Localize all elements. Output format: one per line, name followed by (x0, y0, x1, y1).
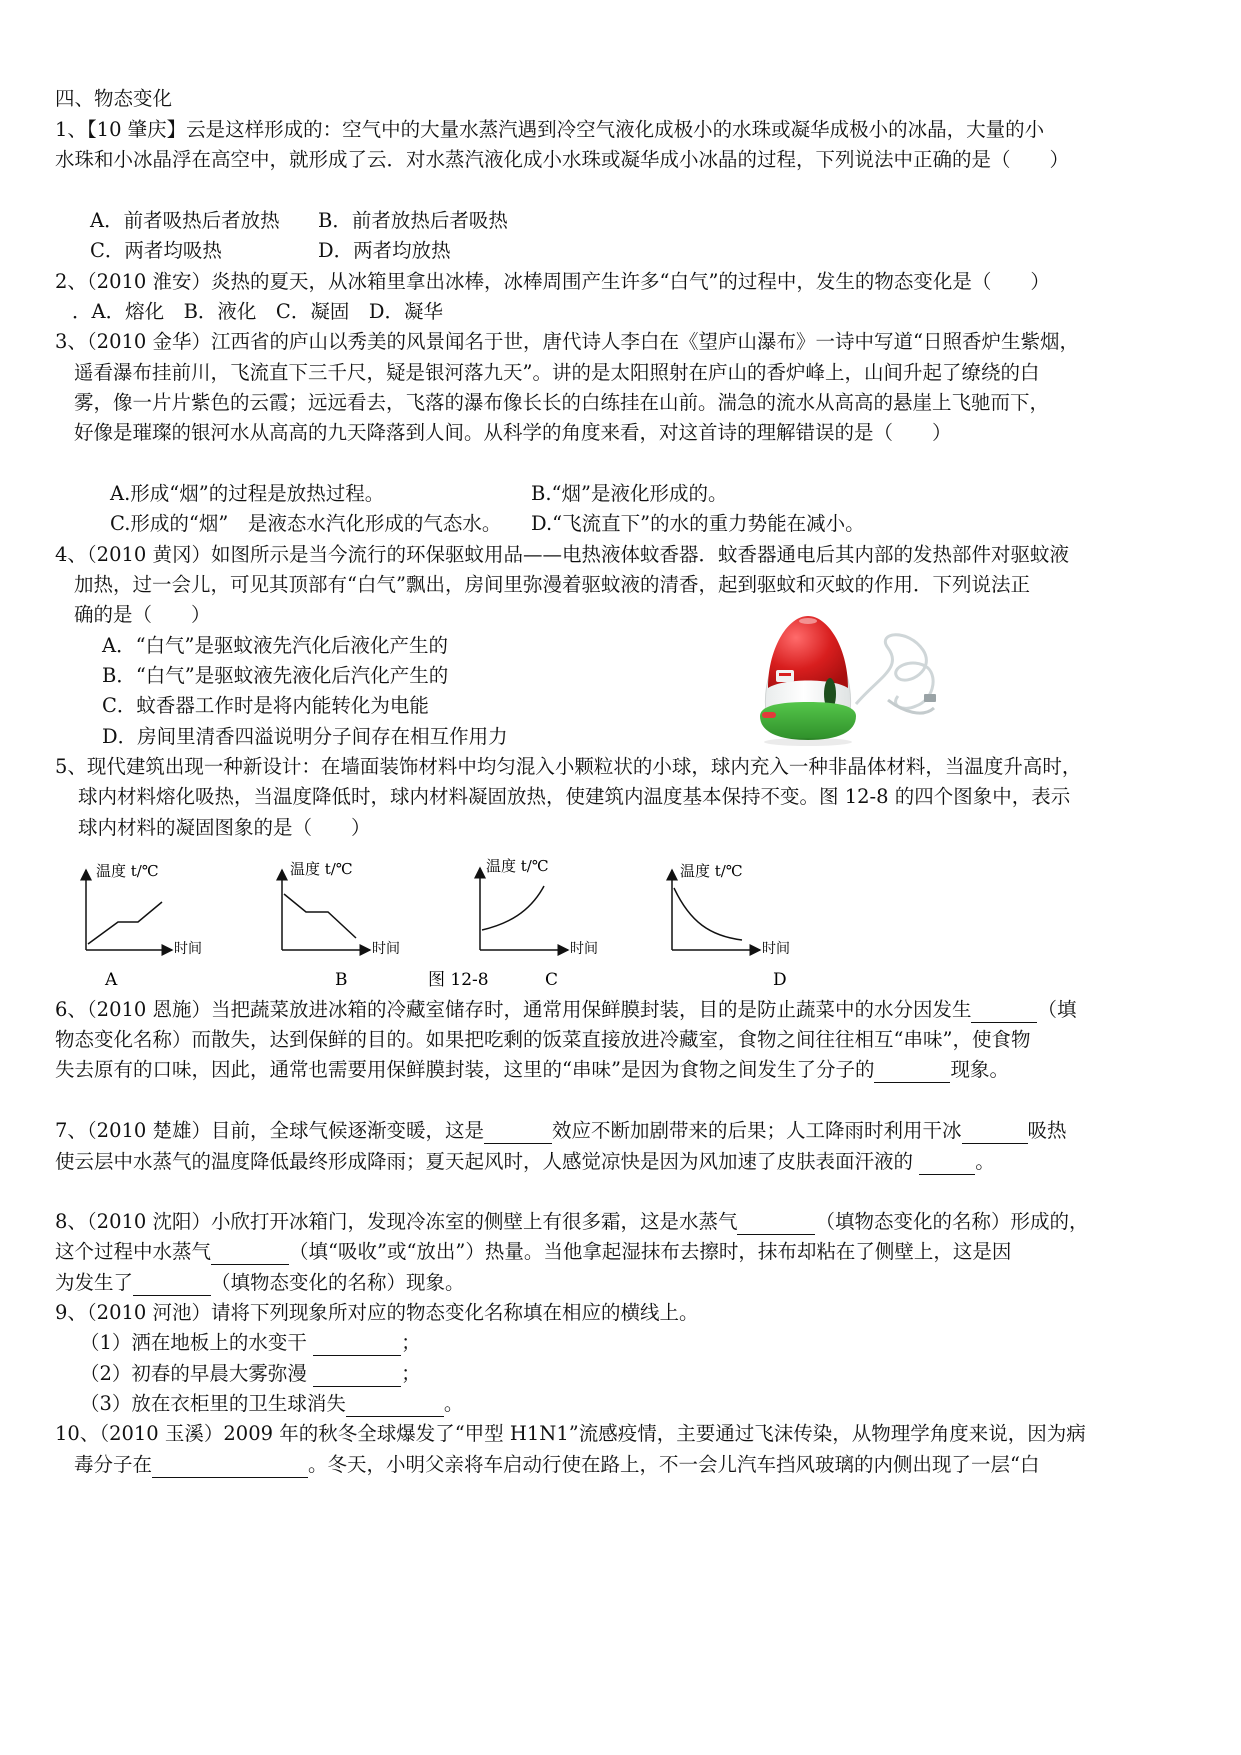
q8-line2-text: 这个过程中水蒸气 (55, 1240, 212, 1263)
q9-line1: 9、（2010 河池）请将下列现象所对应的物态变化名称填在相应的横线上。 (55, 1301, 699, 1324)
graph-a-curve (88, 902, 162, 944)
q7-line2 (55, 1149, 995, 1175)
graph-c-xlabel: 时间 (570, 941, 598, 957)
q4-line3: 确的是（ ） (74, 603, 211, 626)
q6-blank-1[interactable] (971, 1002, 1037, 1023)
q5-line2: 球内材料熔化吸热，当温度降低时，球内材料凝固放热，使建筑内温度基本保持不变。图 12-8 的四个图象中，表示 (78, 785, 1071, 808)
graph-d (672, 862, 790, 990)
graph-a (86, 862, 202, 990)
q1-option-b: B．前者放热后者吸热 (318, 209, 508, 232)
q8-line1-end: （填物态变化的名称）形成的， (815, 1210, 1089, 1233)
q6-line2: 物态变化名称）而散失，达到保鲜的目的。如果把吃剩的饭菜直接放进冷藏室，食物之间往往相互“串味”，使食物 (55, 1028, 1031, 1051)
q9-item2 (80, 1361, 421, 1387)
q9-item2-end: ； (401, 1362, 421, 1385)
graph-c-letter: C (545, 970, 559, 990)
q10-blank-1[interactable] (152, 1457, 308, 1478)
q1-option-c: C．两者均吸热 (90, 239, 222, 262)
q3-line3: 雾，像一片片紫色的云霞；远远看去，飞落的瀑布像长长的白练挂在山前。湍急的流水从高高的悬崖上飞驰而下， (74, 391, 1050, 414)
q10-line2 (74, 1452, 1040, 1478)
figure-12-8-graphs (60, 852, 820, 992)
q3-option-c: C.形成的“烟” 是液态水汽化形成的气态水。 (110, 512, 502, 535)
q6-line1 (55, 997, 1077, 1023)
q9-blank-3[interactable] (346, 1396, 444, 1417)
q4-line2: 加热，过一会儿，可见其顶部有“白气”飘出，房间里弥漫着驱蚊液的清香，起到驱蚊和灭蚊的作用．下列说法正 (74, 573, 1030, 596)
figure-caption: 图 12-8 (428, 970, 489, 990)
graph-a-letter: A (105, 970, 118, 990)
q8-line3-end: （填物态变化的名称）现象。 (211, 1271, 465, 1294)
graph-d-curve (674, 888, 742, 940)
q9-item1 (80, 1330, 421, 1356)
q9-item1-end: ； (401, 1331, 421, 1354)
q4-line1: 4、（2010 黄冈）如图所示是当今流行的环保驱蚊用品——电热液体蚊香器．蚊香器通电后其内部的发热部件对驱蚊液 (55, 543, 1069, 566)
mosquito-repellent-heater-image (738, 608, 943, 748)
q9-item1-text: （1）洒在地板上的水变干 (80, 1331, 307, 1354)
q6-line1-end: （填 (1037, 998, 1077, 1021)
q4-option-b: B．“白气”是驱蚊液先液化后汽化产生的 (102, 664, 449, 687)
q3-option-b: B.“烟”是液化形成的。 (531, 482, 728, 505)
q8-line1-text: 8、（2010 沈阳）小欣打开冰箱门，发现冷冻室的侧壁上有很多霜，这是水蒸气 (55, 1210, 738, 1233)
q8-blank-2[interactable] (211, 1244, 289, 1265)
q3-line4: 好像是璀璨的银河水从高高的九天降落到人间。从科学的角度来看，对这首诗的理解错误的是（ ） (74, 421, 952, 444)
q9-item3 (80, 1391, 463, 1417)
q6-blank-2[interactable] (874, 1062, 950, 1083)
graph-d-xlabel: 时间 (762, 941, 790, 957)
q7-blank-3[interactable] (919, 1154, 975, 1175)
q10-line2-text: 毒分子在 (74, 1453, 153, 1476)
q7-line2-text: 使云层中水蒸气的温度降低最终形成降雨；夏天起风时，人感觉凉快是因为风加速了皮肤表面汗液的 (55, 1150, 914, 1173)
section-title: 四、物态变化 (55, 87, 173, 110)
q5-line1: 5、现代建筑出现一种新设计：在墙面装饰材料中均匀混入小颗粒状的小球，球内充入一种非晶体材料，当温度升高时， (55, 755, 1082, 778)
q2-options: ．A．熔化 B．液化 C．凝固 D．凝华 (72, 300, 443, 323)
q1-line1: 1、【10 肇庆】云是这样形成的：空气中的大量水蒸汽遇到冷空气液化成极小的水珠或凝华成极小的冰晶，大量的小 (55, 118, 1045, 141)
q1-option-d: D．两者均放热 (318, 239, 451, 262)
q9-blank-1[interactable] (313, 1335, 401, 1356)
q3-line2: 遥看瀑布挂前川，飞流直下三千尺，疑是银河落九天”。讲的是太阳照射在庐山的香炉峰上，山间升起了缭绕的白 (74, 361, 1040, 384)
q7-line1-text: 7、（2010 楚雄）目前，全球气候逐渐变暖，这是 (55, 1119, 484, 1142)
q7-line1-end: 吸热 (1027, 1119, 1067, 1142)
q8-blank-1[interactable] (737, 1214, 815, 1235)
q9-item3-end: 。 (443, 1392, 464, 1415)
q4-option-c: C．蚊香器工作时是将内能转化为电能 (102, 694, 429, 717)
q1-line2: 水珠和小冰晶浮在高空中，就形成了云．对水蒸汽液化成小水珠或凝华成小冰晶的过程，下列说法中正确的是（ ） (55, 148, 1070, 171)
q10-line1: 10、（2010 玉溪）2009 年的秋冬全球爆发了“甲型 H1N1”流感疫情，主要通过飞沫传染，从物理学角度来说，因为病 (55, 1422, 1086, 1445)
graph-d-letter: D (773, 970, 787, 990)
q8-line3 (55, 1270, 465, 1296)
q3-line1: 3、（2010 金华）江西省的庐山以秀美的风景闻名于世，唐代诗人李白在《望庐山瀑布》一诗中写道“日照香炉生紫烟， (55, 330, 1079, 353)
q7-blank-1[interactable] (484, 1123, 552, 1144)
q2-line1: 2、（2010 淮安）炎热的夏天，从冰箱里拿出冰棒，冰棒周围产生许多“白气”的过程中，发生的物态变化是（ ） (55, 270, 1050, 293)
q7-line1 (55, 1118, 1067, 1144)
graph-b-curve (284, 894, 356, 938)
graph-a-xlabel: 时间 (174, 941, 202, 957)
q8-line2 (55, 1239, 1011, 1265)
graph-c-curve (482, 886, 544, 930)
q9-blank-2[interactable] (313, 1366, 401, 1387)
q9-item3-text: （3）放在衣柜里的卫生球消失 (80, 1392, 346, 1415)
q7-blank-2[interactable] (962, 1123, 1028, 1144)
q3-option-a: A.形成“烟”的过程是放热过程。 (110, 482, 385, 505)
graph-d-ylabel: 温度 t/℃ (680, 862, 743, 880)
q8-line1 (55, 1209, 1089, 1235)
q8-line3-text: 为发生了 (55, 1271, 134, 1294)
graph-c-ylabel: 温度 t/℃ (486, 857, 549, 875)
q3-option-d: D.“飞流直下”的水的重力势能在减小。 (531, 512, 865, 535)
q10-line2-end: 。冬天，小明父亲将车启动行使在路上，不一会儿汽车挡风玻璃的内侧出现了一层“白 (308, 1453, 1040, 1476)
graph-b-letter: B (335, 970, 348, 990)
q8-blank-3[interactable] (133, 1275, 211, 1296)
graph-b (282, 860, 400, 990)
q5-line3: 球内材料的凝固图象的是（ ） (78, 816, 371, 839)
graph-a-ylabel: 温度 t/℃ (96, 862, 159, 880)
q1-option-a: A．前者吸热后者放热 (90, 209, 280, 232)
q6-line3-end: 现象。 (950, 1058, 1009, 1081)
graph-b-xlabel: 时间 (372, 941, 400, 957)
q6-line1-text: 6、（2010 恩施）当把蔬菜放进冰箱的冷藏室储存时，通常用保鲜膜封装，目的是防止蔬菜中的水分因发生 (55, 998, 972, 1021)
q8-line2-end: （填“吸收”或“放出”）热量。当他拿起湿抹布去擦时，抹布却粘在了侧壁上，这是因 (289, 1240, 1012, 1263)
q6-line3-text: 失去原有的口味，因此，通常也需要用保鲜膜封装，这里的“串味”是因为食物之间发生了分子的 (55, 1058, 875, 1081)
graph-b-ylabel: 温度 t/℃ (290, 860, 353, 878)
graph-c (480, 857, 598, 990)
q4-option-a: A．“白气”是驱蚊液先汽化后液化产生的 (102, 634, 449, 657)
q9-item2-text: （2）初春的早晨大雾弥漫 (80, 1362, 307, 1385)
q7-line1-mid: 效应不断加剧带来的后果；人工降雨时利用干冰 (551, 1119, 962, 1142)
q4-option-d: D．房间里清香四溢说明分子间存在相互作用力 (102, 725, 508, 748)
q6-line3 (55, 1057, 1009, 1083)
q7-line2-end: 。 (975, 1150, 995, 1173)
